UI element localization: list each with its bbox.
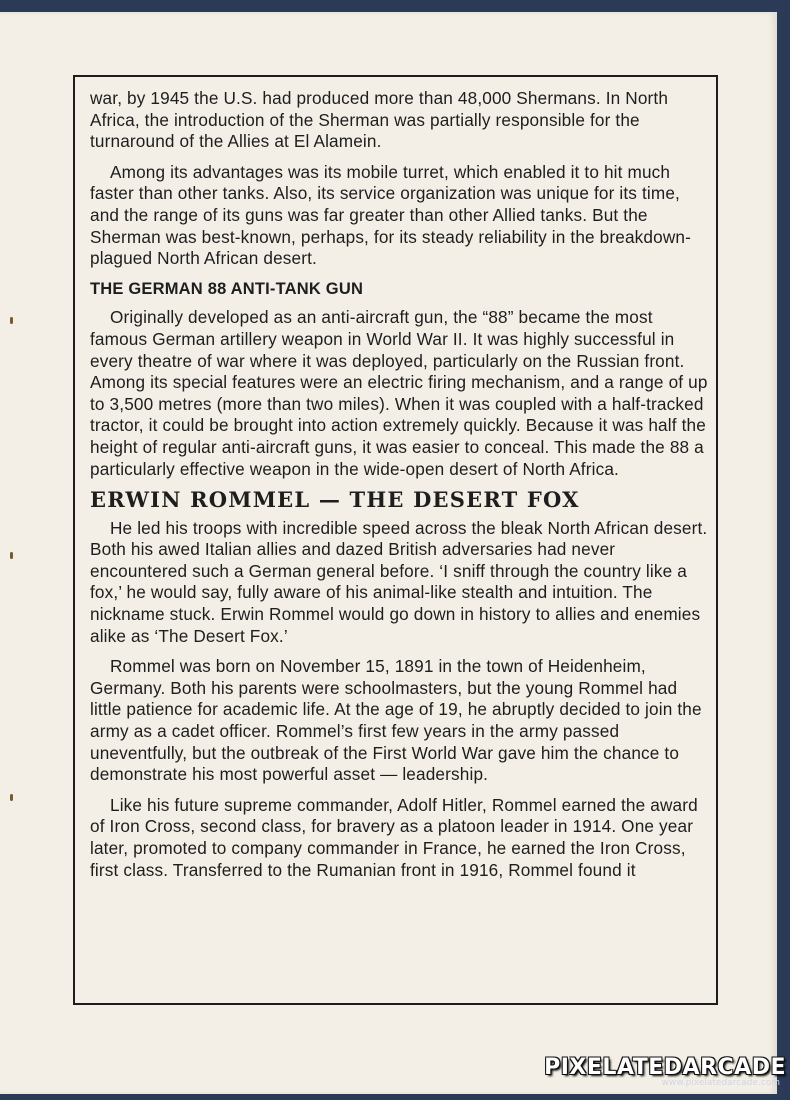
article-body	[90, 88, 710, 890]
section-headline-rommel: ERWIN ROMMEL — THE DESERT FOX	[90, 487, 580, 513]
binding-mark	[10, 552, 13, 559]
watermark	[544, 1055, 786, 1088]
paragraph-88-gun: Originally developed as an anti-aircraft gun, the “88” became the most famous German artillery weapon in World War II. It was highly successful in every theatre of war where it was deployed, particularly on the Russian front. Among its special features were an electric firing mechanism, and a range of up to 3,500 metres (more than two miles). When it was coupled with a half-tracked tractor, it could be brought into action extremely quickly. Because it was half the height of regular anti-aircraft guns, it was easier to conceal. This made the 88 a particularly effective weapon in the wide-open desert of North Africa.	[90, 307, 708, 479]
binding-mark	[10, 794, 13, 801]
subheading-88-gun: THE GERMAN 88 ANTI-TANK GUN	[90, 279, 364, 298]
paragraph-rommel-birth: Rommel was born on November 15, 1891 in the town of Heidenheim, Germany. Both his parents were schoolmasters, but the young Rommel had little patience for academic life. At the age of 19, he abruptly decided to join the army as a cadet officer. Rommel’s first few years in the army passed uneventfully, but the outbreak of the First World War gave him the chance to demonstrate his most powerful asset — leadership.	[90, 656, 702, 785]
watermark-url: www.pixelatedarcade.com	[661, 1078, 780, 1088]
paragraph-sherman-production: war, by 1945 the U.S. had produced more than 48,000 Shermans. In North Africa, the introduction of the Sherman was partially responsible for the turnaround of the Allies at El Alamein.	[90, 88, 669, 152]
paragraph-sherman-advantages: Among its advantages was its mobile turret, which enabled it to hit much faster than other tanks. Also, its service organization was unique for its time, and the range of its guns was far greater than other Allied tanks. But the Sherman was best-known, perhaps, for its steady reliability in the breakdown-plagued North African desert.	[90, 161, 691, 269]
paragraph-rommel-intro: He led his troops with incredible speed across the bleak North African desert. Both his awed Italian allies and dazed British adversaries had never encountered such a German general before. ‘I sniff through the country like a fox,’ he would say, fully aware of his animal-like stealth and intuition. The nickname stuck. Erwin Rommel would go down in history to allies and enemies alike as ‘The Desert Fox.’	[90, 517, 708, 646]
paragraph-rommel-iron-cross: Like his future supreme commander, Adolf Hitler, Rommel earned the award of Iron Cross, second class, for bravery as a platoon leader in 1914. One year later, promoted to company commander in France, he earned the Iron Cross, first class. Transferred to the Rumanian front in 1916, Rommel found it	[90, 794, 698, 880]
watermark-title: PIXELATEDARCADE	[544, 1055, 786, 1080]
binding-mark	[10, 317, 13, 324]
